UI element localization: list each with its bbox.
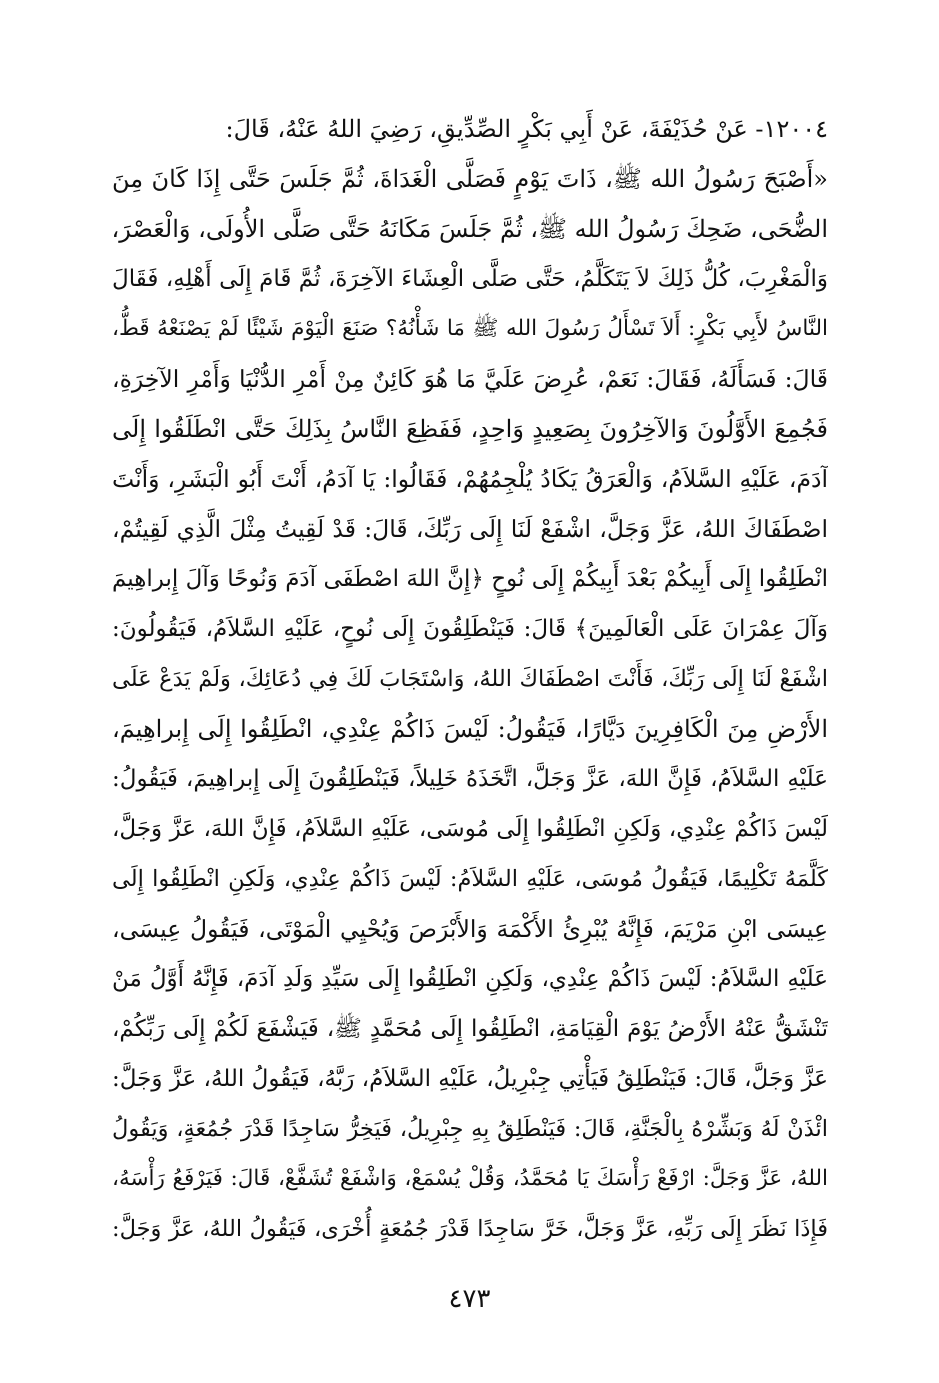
text-line: وَالْمَغْرِبَ، كُلُّ ذَلِكَ لاَ يَتَكَلَّمُ، حَتَّى صَلَّى الْعِشَاءَ الآخِرَةَ، ثُمَّ قَامَ إِلَى أَهْلِهِ، فَقَالَ [112, 266, 828, 292]
text-line: عَلَيْهِ السَّلاَمُ: لَيْسَ ذَاكُمْ عِنْدِي، وَلَكِنِ انْطَلِقُوا إِلَى سَيِّدِ وَلَدِ آدَمَ، فَإِنَّهُ أَوَّلُ مَنْ [112, 966, 828, 992]
text-line: اللهُ، عَزَّ وَجَلَّ: ارْفَعْ رَأْسَكَ يَا مُحَمَّدُ، وَقُلْ يُسْمَعْ، وَاشْفَعْ تُشَفَّعْ، قَالَ: فَيَرْفَعُ رَأْسَهُ، [112, 1166, 828, 1191]
page-number: ٤٧٣ [448, 1284, 491, 1314]
text-line: ١٢٠٠٤- عَنْ حُذَيْفَةَ، عَنْ أَبِي بَكْرٍ الصِّدِّيقِ، رَضِيَ اللهُ عَنْهُ، قَالَ: [225, 115, 828, 143]
text-line: الضُّحَى، ضَحِكَ رَسُولُ الله ﷺ، ثُمَّ جَلَسَ مَكَانَهُ حَتَّى صَلَّى الأُولَى، وَالْعَصْرَ، [112, 215, 828, 243]
text-line: آدَمَ، عَلَيْهِ السَّلاَمُ، وَالْعَرَقُ يَكَادُ يُلْجِمُهُمْ، فَقَالُوا: يَا آدَمُ، أَنْتَ أَبُو الْبَشَرِ، وَأَنْتَ [112, 465, 828, 493]
text-line: الأَرْضِ مِنَ الْكَافِرِينَ دَيَّارًا، فَيَقُولُ: لَيْسَ ذَاكُمْ عِنْدِي، انْطَلِقُوا إِلَى إِبراهِيمَ، [112, 715, 828, 743]
text-line: قَالَ: فَسَأَلَهُ، فَقَالَ: نَعَمْ، عُرِضَ عَلَيَّ مَا هُوَ كَائِنٌ مِنْ أَمْرِ الدُّنْيَا وَأَمْرِ الآخِرَةِ، [112, 365, 828, 393]
text-line: عَلَيْهِ السَّلاَمُ، فَإِنَّ اللهَ، عَزَّ وَجَلَّ، اتَّخَذَهُ خَلِيلاً، فَيَنْطَلِقُونَ إِلَى إِبراهِيمَ، فَيَقُولُ: [112, 766, 828, 792]
text-line: وَآلَ عِمْرَانَ عَلَى الْعَالَمِينَ﴾ قَالَ: فَيَنْطَلِقُونَ إِلَى نُوحٍ، عَلَيْهِ السَّلاَمُ، فَيَقُولُونَ: [112, 616, 828, 642]
text-line: عَزَّ وَجَلَّ، قَالَ: فَيَنْطَلِقُ فَيَأْتِي جِبْرِيلُ، عَلَيْهِ السَّلاَمُ، رَبَّهُ، فَيَقُولُ اللهُ، عَزَّ وَجَلَّ: [112, 1066, 828, 1092]
text-line: النَّاسُ لأَبِي بَكْرٍ: أَلاَ تَسْأَلُ رَسُولَ الله ﷺ مَا شَأْنُهُ؟ صَنَعَ الْيَوْمَ شَيْئًا لَمْ يَصْنَعْهُ قَطُّ، [112, 316, 828, 341]
text-line: ائْذَنْ لَهُ وَبَشِّرْهُ بِالْجَنَّةِ، قَالَ: فَيَنْطَلِقُ بِهِ جِبْرِيلُ، فَيَخِرُّ سَاجِدًا قَدْرَ جُمُعَةٍ، وَيَقُولُ [112, 1116, 828, 1142]
text-line: اصْطَفَاكَ اللهُ، عَزَّ وَجَلَّ، اشْفَعْ لَنَا إِلَى رَبِّكَ، قَالَ: قَدْ لَقِيتُ مِثْلَ الَّذِي لَقِيتُمْ، [112, 515, 828, 543]
text-line: انْطَلِقُوا إِلَى أَبِيكُمْ بَعْدَ أَبِيكُمْ إِلَى نُوحٍ ﴿إِنَّ اللهَ اصْطَفَى آدَمَ وَنُوحًا وَآلَ إِبراهِيمَ [112, 566, 828, 592]
text-line: كَلَّمَهُ تَكْلِيمًا، فَيَقُولُ مُوسَى، عَلَيْهِ السَّلاَمُ: لَيْسَ ذَاكُمْ عِنْدِي، وَلَكِنِ انْطَلِقُوا إِلَى [112, 866, 828, 892]
hadith-text [112, 104, 828, 1254]
text-line: «أَصْبَحَ رَسُولُ الله ﷺ، ذَاتَ يَوْمٍ فَصَلَّى الْغَدَاةَ، ثُمَّ جَلَسَ حَتَّى إِذَا كَانَ مِنَ [112, 165, 828, 193]
text-line: فَجُمِعَ الأَوَّلُونَ وَالآخِرُونَ بِصَعِيدٍ وَاحِدٍ، فَفَظِعَ النَّاسُ بِذَلِكَ حَتَّى انْطَلَقُوا إِلَى [112, 415, 828, 443]
text-line: لَيْسَ ذَاكُمْ عِنْدِي، وَلَكِنِ انْطَلِقُوا إِلَى مُوسَى، عَلَيْهِ السَّلاَمُ، فَإِنَّ اللهَ، عَزَّ وَجَلَّ، [112, 816, 828, 842]
text-line: اشْفَعْ لَنَا إِلَى رَبِّكَ، فَأَنْتَ اصْطَفَاكَ اللهُ، وَاسْتَجَابَ لَكَ فِي دُعَائِكَ، وَلَمْ يَدَعْ عَلَى [112, 666, 828, 692]
text-line: تَنْشَقُّ عَنْهُ الأَرْضُ يَوْمَ الْقِيَامَةِ، انْطَلِقُوا إِلَى مُحَمَّدٍ ﷺ، فَيَشْفَعَ لَكُمْ إِلَى رَبِّكُمْ، [112, 1016, 828, 1042]
text-line: عِيسَى ابْنِ مَرْيَمَ، فَإِنَّهُ يُبْرِئُ الأَكْمَهَ وَالأَبْرَصَ وَيُحْيِي الْمَوْتَى، فَيَقُولُ عِيسَى، [112, 915, 828, 943]
text-line: فَإِذَا نَظَرَ إِلَى رَبِّهِ، عَزَّ وَجَلَّ، خَرَّ سَاجِدًا قَدْرَ جُمُعَةٍ أُخْرَى، فَيَقُولُ اللهُ، عَزَّ وَجَلَّ: [112, 1216, 828, 1242]
